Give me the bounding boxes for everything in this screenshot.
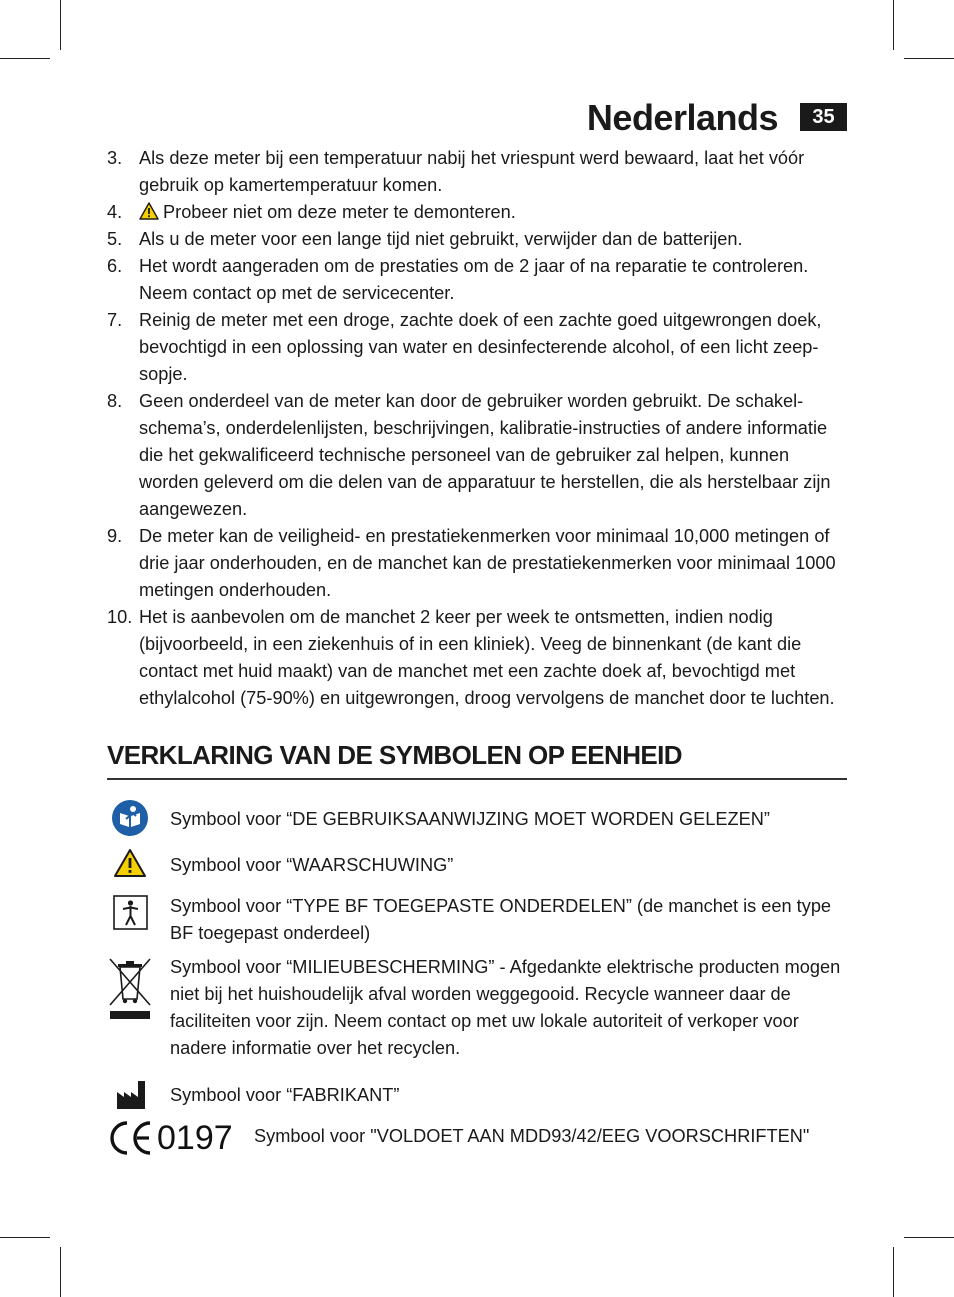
list-item xyxy=(107,388,852,523)
type-bf-icon xyxy=(113,895,148,930)
page-title: Nederlands xyxy=(586,97,778,138)
list-item-text: Het wordt aangeraden om de prestaties om de 2 jaar of na reparatie te controleren. Neem contact op met de servicecenter. xyxy=(139,256,809,303)
warning-triangle-icon xyxy=(113,848,147,878)
manufacturer-icon xyxy=(116,1080,146,1110)
weee-bin-icon xyxy=(108,957,152,1021)
crop-mark xyxy=(0,58,50,59)
list-item-number: 5. xyxy=(107,229,123,249)
section-heading: VERKLARING VAN DE SYMBOLEN OP EENHEID xyxy=(107,738,847,780)
list-item-number: 3. xyxy=(107,148,123,168)
list-item-number: 9. xyxy=(107,526,123,546)
list-item-number: 8. xyxy=(107,391,123,411)
symbol-description: Symbool voor “MILIEUBESCHERMING” - Afgedankte elektrische producten mogen niet bij het huishoudelijk afval worden weggegooid. Recycle wanneer daar de faciliteiten voor zijn. Neem contact op met uw lokale autoriteit of verkoper voor nadere informatie over het recyclen. xyxy=(170,957,841,1058)
crop-mark xyxy=(0,1237,50,1238)
list-item xyxy=(107,523,852,604)
list-item-number: 4. xyxy=(107,202,123,222)
list-item-number: 10. xyxy=(107,607,133,627)
instruction-list xyxy=(107,145,852,712)
symbol-description: Symbool voor "VOLDOET AAN MDD93/42/EEG VOORSCHRIFTEN" xyxy=(254,1126,810,1146)
page-number-badge: 35 xyxy=(800,103,847,131)
symbol-description: Symbool voor “FABRIKANT” xyxy=(170,1085,400,1105)
symbol-description: Symbool voor “DE GEBRUIKSAANWIJZING MOET WORDEN GELEZEN” xyxy=(170,809,770,829)
crop-mark xyxy=(60,1247,61,1297)
crop-mark xyxy=(60,0,61,50)
list-item-text: Het is aanbevolen om de manchet 2 keer per week te ontsmetten, indien nodig (bijvoorbeeld, in een ziekenhuis of in een kliniek). Veeg de binnenkant (de kant die contact met huid maakt) van de manchet met een zachte doek af, bevochtigd met ethylalcohol (75-90%) en uitgewrongen, droog vervolgens de manchet door te luchten. xyxy=(139,607,835,708)
crop-mark xyxy=(893,0,894,50)
read-manual-icon xyxy=(111,799,149,837)
list-item xyxy=(107,604,852,712)
list-item-content xyxy=(139,199,852,226)
list-item xyxy=(107,253,852,307)
list-item-number: 6. xyxy=(107,256,123,276)
list-item xyxy=(107,226,852,253)
list-item-text: De meter kan de veiligheid- en prestatiekenmerken voor minimaal 10,000 metingen of drie jaar onderhouden, en de manchet kan de prestatiekenmerken voor minimaal 1000 metingen onderhouden. xyxy=(139,526,836,600)
crop-mark xyxy=(904,58,954,59)
list-item-text: Reinig de meter met een droge, zachte doek of een zachte goed uitgewrongen doek, bevochtigd in een oplossing van water en desinfecterende alcohol, of een licht zeep-sopje. xyxy=(139,310,822,384)
symbol-description: Symbool voor “WAARSCHUWING” xyxy=(170,855,454,875)
crop-mark xyxy=(893,1247,894,1297)
list-item-number: 7. xyxy=(107,310,123,330)
list-item-text: Geen onderdeel van de meter kan door de gebruiker worden gebruikt. De schakel-schema’s, onderdelenlijsten, beschrijvingen, kalibratie-instructies of andere informatie die het gekwalificeerd technische personeel van de gebruiker zal helpen, kunnen worden geleverd om die delen van de apparatuur te herstellen, die als herstelbaar zijn aangewezen. xyxy=(139,391,831,519)
list-item-text: Als deze meter bij een temperatuur nabij het vriespunt werd bewaard, laat het vóór gebruik op kamertemperatuur komen. xyxy=(139,148,805,195)
notified-body-number: 0197 xyxy=(157,1119,233,1157)
symbol-description: Symbool voor “TYPE BF TOEGEPASTE ONDERDELEN” (de manchet is een type BF toegepast onderdeel) xyxy=(170,896,832,943)
warning-triangle-icon xyxy=(139,202,159,220)
crop-mark xyxy=(904,1237,954,1238)
list-item-text: Als u de meter voor een lange tijd niet gebruikt, verwijder dan de batterijen. xyxy=(139,229,743,249)
list-item xyxy=(107,307,852,388)
ce-mark-icon xyxy=(107,1120,153,1156)
list-item xyxy=(107,199,852,226)
list-item-text: Probeer niet om deze meter te demonteren. xyxy=(163,202,516,222)
list-item xyxy=(107,145,852,199)
ce-mark xyxy=(107,1118,233,1158)
